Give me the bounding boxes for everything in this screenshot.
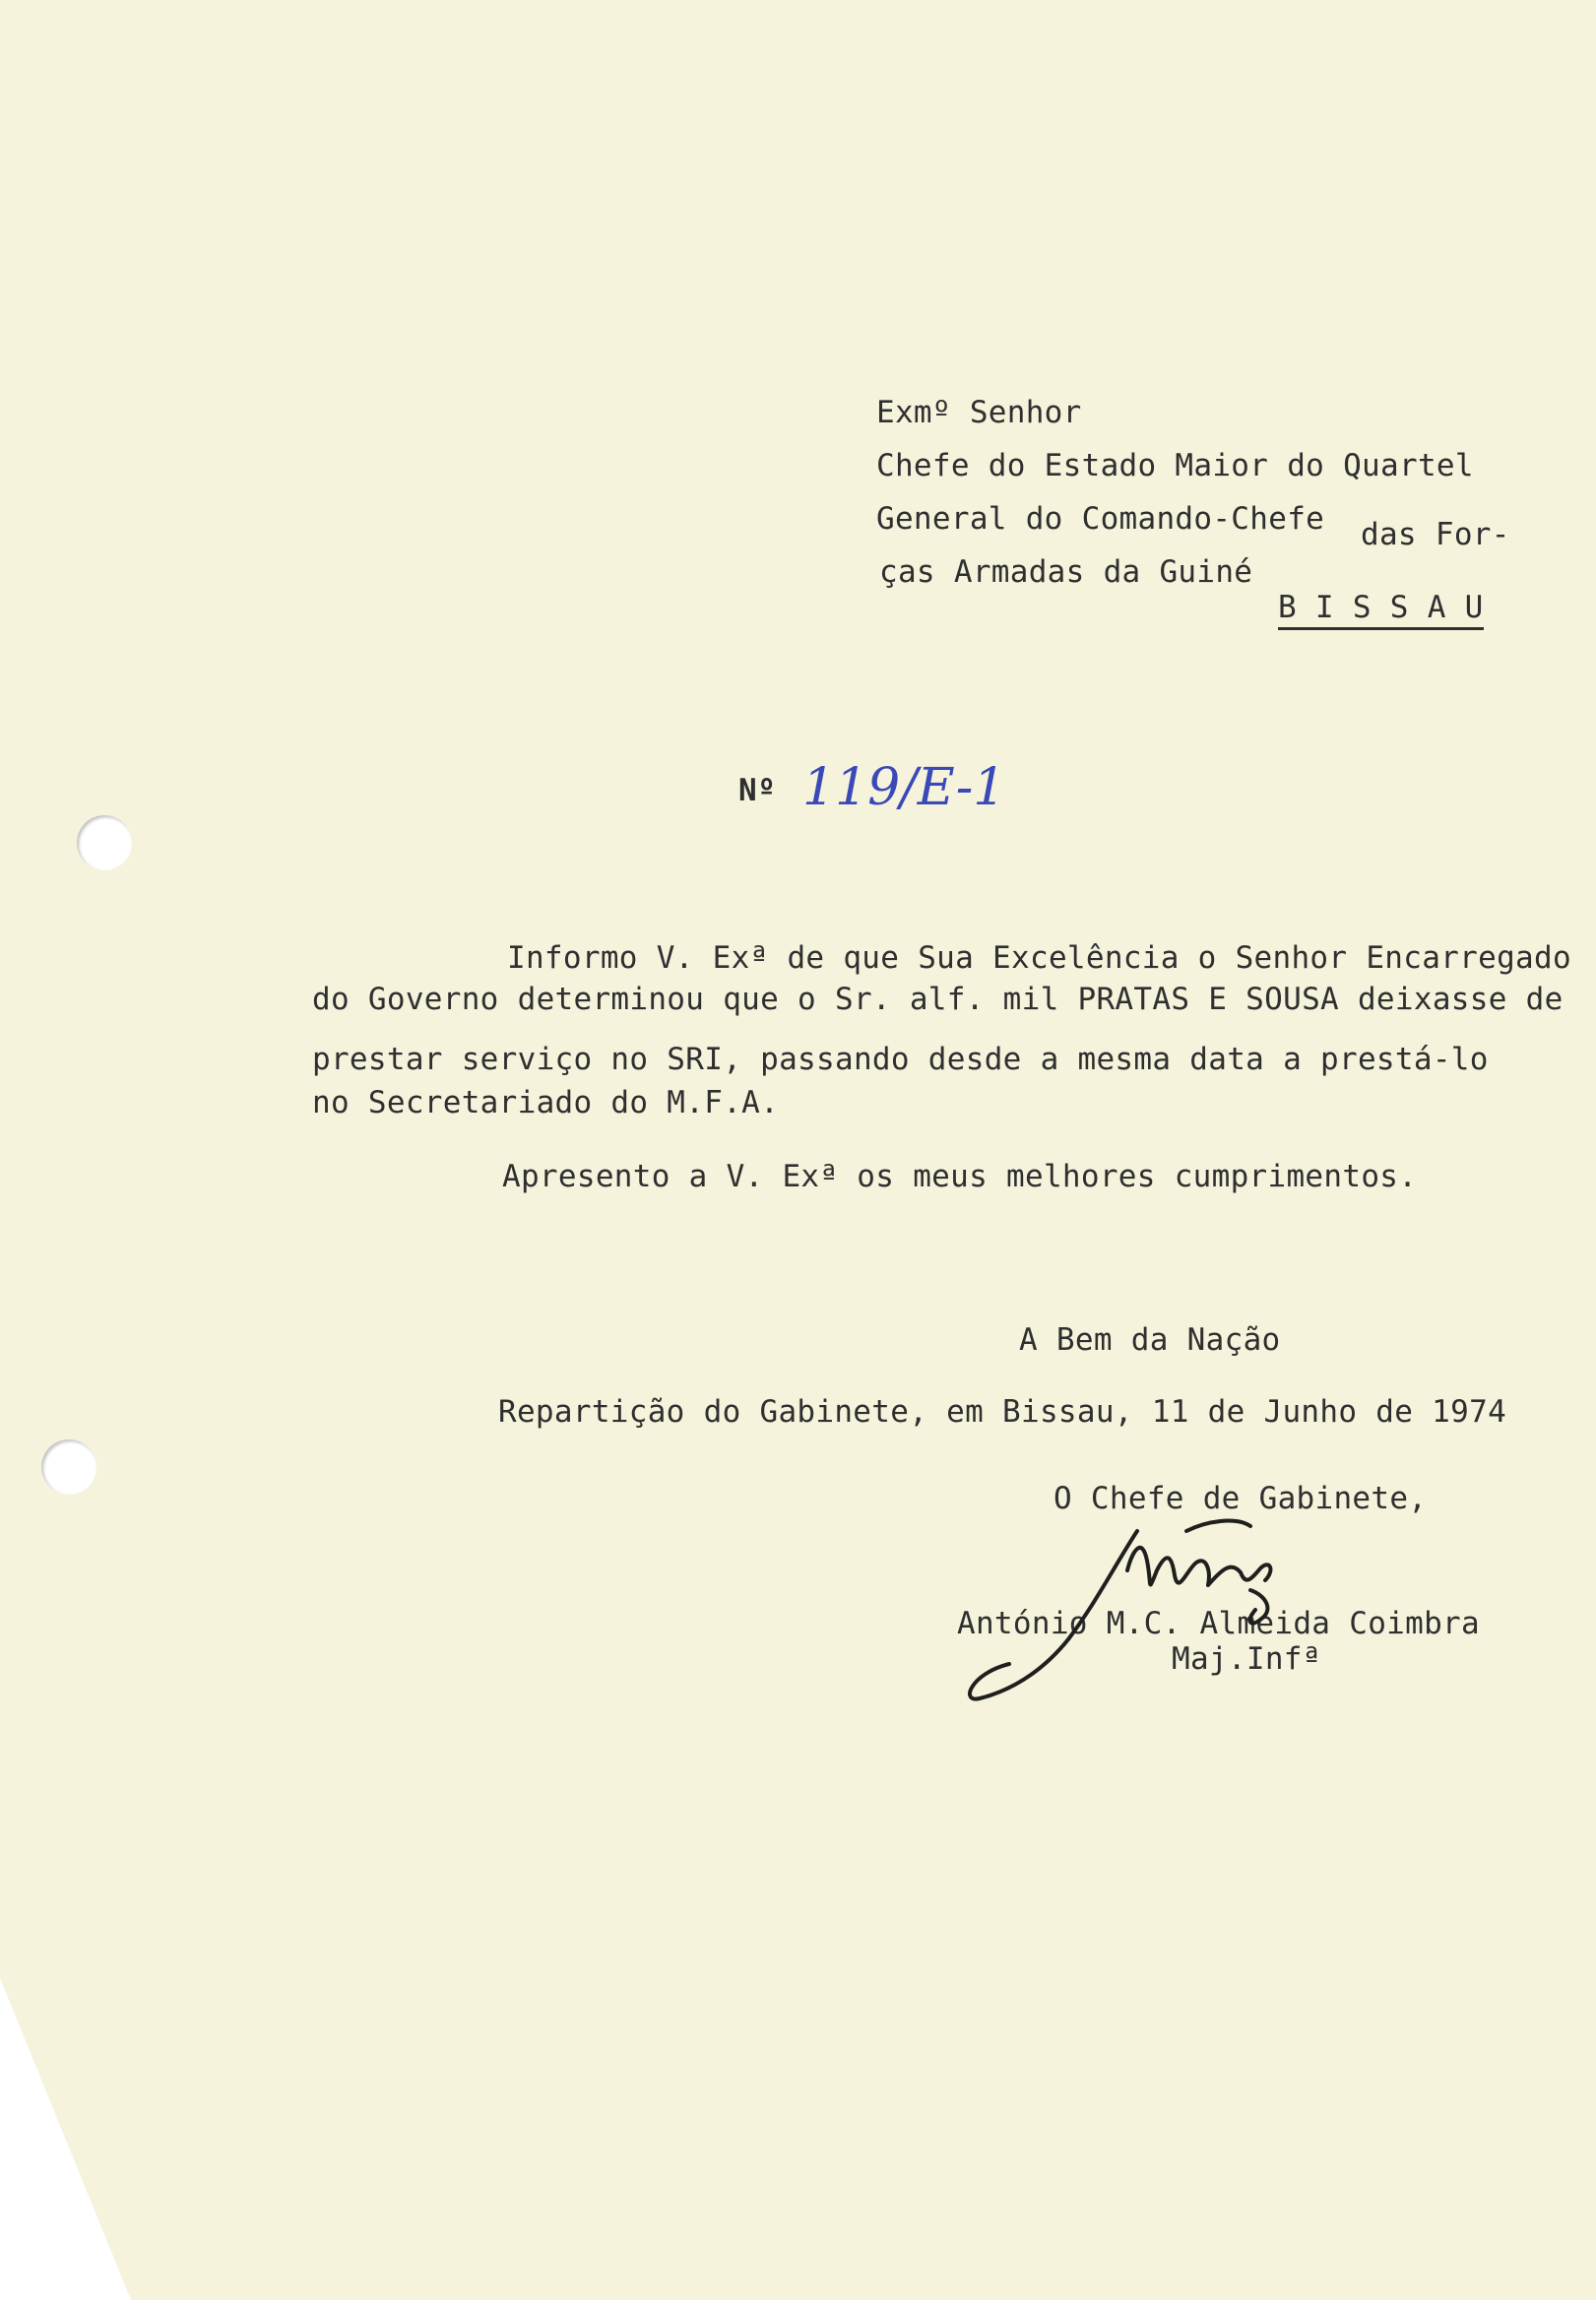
address-city: B I S S A U (1278, 593, 1484, 630)
body-paragraph-1-line-4: no Secretariado do M.F.A. (312, 1085, 780, 1120)
signatory-rank: Maj.Infª (1172, 1641, 1321, 1677)
punch-hole-bottom (41, 1439, 96, 1495)
body-paragraph-1-line-3: prestar serviço no SRI, passando desde a mesma data a prestá-lo (312, 1042, 1489, 1077)
address-line-3: ças Armadas da Guiné (879, 554, 1253, 590)
handwritten-signature (950, 1501, 1364, 1708)
body-paragraph-2: Apresento a V. Exª os meus melhores cumprimentos. (502, 1159, 1418, 1194)
address-line-2a: General do Comando-Chefe (876, 501, 1325, 537)
address-salutation: Exmº Senhor (876, 395, 1082, 430)
signatory-name: António M.C. Almeida Coimbra (957, 1606, 1480, 1641)
reference-number-handwritten: 119/E-1 (802, 758, 1006, 817)
address-line-2b: das For- (1361, 517, 1510, 552)
body-paragraph-1-line-2: do Governo determinou que o Sr. alf. mil PRATAS E SOUSA deixasse de (312, 982, 1564, 1017)
closing-title: O Chefe de Gabinete, (1053, 1481, 1428, 1516)
punch-hole-top (77, 815, 132, 870)
reference-prefix: Nº (738, 773, 776, 808)
body-paragraph-1-line-1: Informo V. Exª de que Sua Excelência o Senhor Encarregado (507, 940, 1571, 976)
closing-place-date: Repartição do Gabinete, em Bissau, 11 de Junho de 1974 (498, 1394, 1507, 1430)
closing-motto: A Bem da Nação (1019, 1322, 1281, 1358)
address-line-1: Chefe do Estado Maior do Quartel (876, 448, 1474, 483)
